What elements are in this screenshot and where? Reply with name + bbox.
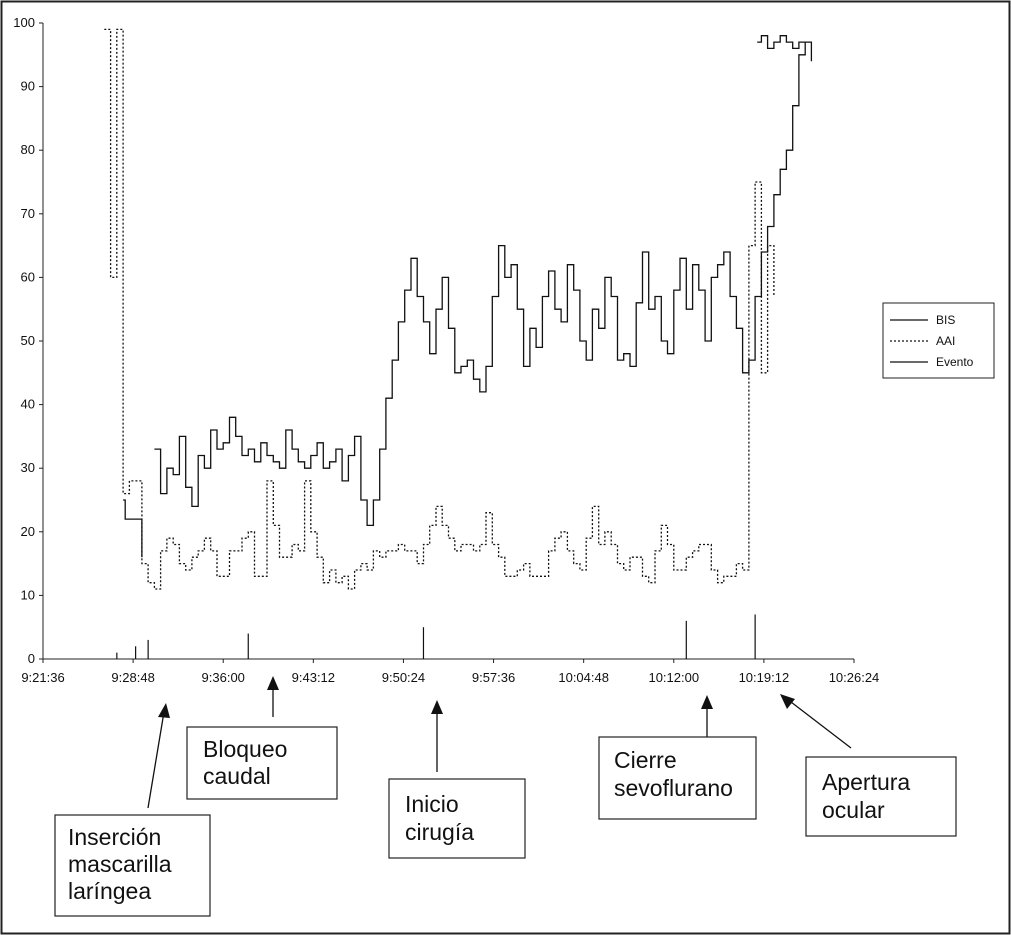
annotation-text: caudal bbox=[203, 763, 271, 789]
legend bbox=[883, 303, 994, 378]
annotation-text: Apertura bbox=[822, 769, 911, 795]
annotation-text: laríngea bbox=[68, 878, 152, 904]
annotation-text: mascarilla bbox=[68, 851, 172, 877]
y-tick-label: 60 bbox=[20, 269, 35, 285]
x-tick-label: 10:19:12 bbox=[738, 670, 790, 685]
x-tick-label: 10:04:48 bbox=[558, 670, 609, 685]
annotation-text: sevoflurano bbox=[614, 775, 733, 801]
annotation-text: ocular bbox=[822, 797, 885, 823]
x-tick-label: 9:28:48 bbox=[111, 670, 155, 685]
annotation-text: Inserción bbox=[68, 824, 162, 850]
y-tick-label: 0 bbox=[27, 651, 35, 666]
x-tick-label: 9:43:12 bbox=[291, 670, 336, 685]
y-tick-label: 100 bbox=[13, 15, 35, 30]
x-tick-label: 9:57:36 bbox=[471, 670, 516, 685]
y-tick-label: 50 bbox=[20, 333, 35, 348]
y-tick-label: 30 bbox=[20, 460, 35, 476]
y-tick-label: 80 bbox=[20, 142, 35, 158]
y-tick-label: 10 bbox=[20, 587, 35, 603]
legend-label-evento: Evento bbox=[936, 355, 974, 369]
y-tick-label: 90 bbox=[20, 78, 35, 94]
annotation-text: Bloqueo bbox=[203, 736, 288, 762]
x-tick-label: 10:26:24 bbox=[828, 670, 880, 685]
y-tick-label: 20 bbox=[20, 523, 35, 539]
legend-label-aai: AAI bbox=[936, 334, 956, 348]
x-tick-label: 9:50:24 bbox=[381, 670, 426, 685]
annotation-text: Cierre bbox=[614, 747, 677, 773]
x-tick-label: 9:36:00 bbox=[201, 670, 245, 685]
x-tick-label: 9:21:36 bbox=[21, 670, 65, 685]
annotation-text: Inicio bbox=[405, 791, 459, 817]
annotation-text: cirugía bbox=[405, 819, 475, 845]
x-tick-label: 10:12:00 bbox=[648, 670, 700, 685]
y-tick-label: 70 bbox=[20, 205, 35, 221]
legend-label-bis: BIS bbox=[936, 313, 956, 327]
y-tick-label: 40 bbox=[20, 396, 35, 412]
